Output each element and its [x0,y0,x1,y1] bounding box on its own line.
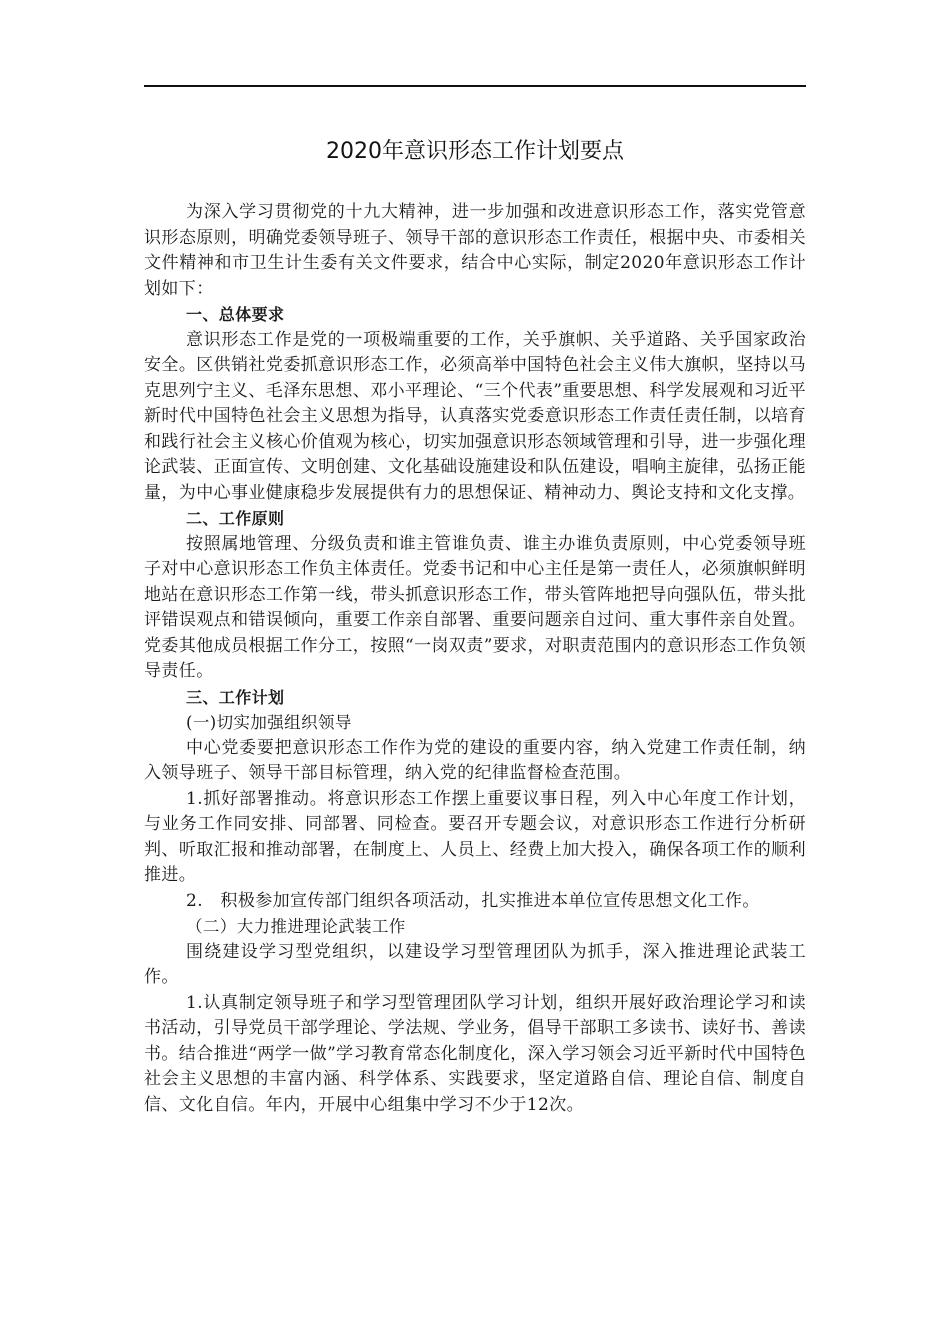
section-heading-work-principles: 二、工作原则 [186,509,285,528]
list-item-deployment: 1.抓好部署推动。将意识形态工作摆上重要议事日程，列入中心年度工作计划，与业务工作同安排、同部署、同检查。要召开专题会议，对意识形态工作进行分析研判、听取汇报和推动部署，在制度上、人员上、经费上加大投入，确保各项工作的顺利推进。 [144,788,806,885]
list-item-activities: 2. 积极参加宣传部门组织各项活动，扎实推进本单位宣传思想文化工作。 [186,890,760,911]
subsection-heading-organization: (一)切实加强组织领导 [186,713,352,732]
subsection-paragraph-organization: 中心党委要把意识形态工作作为党的建设的重要内容，纳入党建工作责任制，纳入领导班子、领导干部目标管理，纳入党的纪律监督检查范围。 [144,737,806,783]
subsection-paragraph-theory: 围绕建设学习型党组织，以建设学习型管理团队为抓手，深入推进理论武装工作。 [144,941,806,987]
document-title: 2020年意识形态工作计划要点 [326,139,624,164]
section-heading-work-plan: 三、工作计划 [186,687,285,707]
subsection-heading-theory: （二）大力推进理论武装工作 [186,917,406,936]
section-paragraph-work-principles: 按照属地管理、分级负责和谁主管谁负责、谁主办谁负责原则，中心党委领导班子对中心意识形态工作负主体责任。党委书记和中心主任是第一责任人，必须旗帜鲜明地站在意识形态工作第一线，带头抓意识形态工作，带头管阵地把导向强队伍，带头批评错误观点和错误倾向，重要工作亲自部署、重要问题亲自过问、重大事件亲自处置。党委其他成员根据工作分工，按照“一岗双责”要求，对职责范围内的意识形态工作负领导责任。 [144,533,806,681]
document-body [144,200,806,1118]
section-heading-general-requirements: 一、总体要求 [186,305,285,324]
intro-paragraph: 为深入学习贯彻党的十九大精神，进一步加强和改进意识形态工作，落实党管意识形态原则，明确党委领导班子、领导干部的意识形态工作责任，根据中央、市委相关文件精神和市卫生计生委有关文件要求，结合中心实际，制定2020年意识形态工作计划如下： [144,202,806,299]
header-rule [144,85,806,87]
list-item-study-plan: 1.认真制定领导班子和学习型管理团队学习计划，组织开展好政治理论学习和读书活动，引导党员干部学理论、学法规、学业务，倡导干部职工多读书、读好书、善读书。结合推进“两学一做”学习教育常态化制度化，深入学习领会习近平新时代中国特色社会主义思想的丰富内涵、科学体系、实践要求，坚定道路自信、理论自信、制度自信、文化自信。年内，开展中心组集中学习不少于12次。 [144,992,806,1115]
section-paragraph-general-requirements: 意识形态工作是党的一项极端重要的工作，关乎旗帜、关乎道路、关乎国家政治安全。区供销社党委抓意识形态工作，必须高举中国特色社会主义伟大旗帜，坚持以马克思列宁主义、毛泽东思想、邓小平理论、“三个代表”重要思想、科学发展观和习近平新时代中国特色社会主义思想为指导，认真落实党委意识形态工作责任责任制，以培育和践行社会主义核心价值观为核心，切实加强意识形态领域管理和引导，进一步强化理论武装、正面宣传、文明创建、文化基础设施建设和队伍建设，唱响主旋律，弘扬正能量，为中心事业健康稳步发展提供有力的思想保证、精神动力、舆论支持和文化支撑。 [144,329,806,503]
